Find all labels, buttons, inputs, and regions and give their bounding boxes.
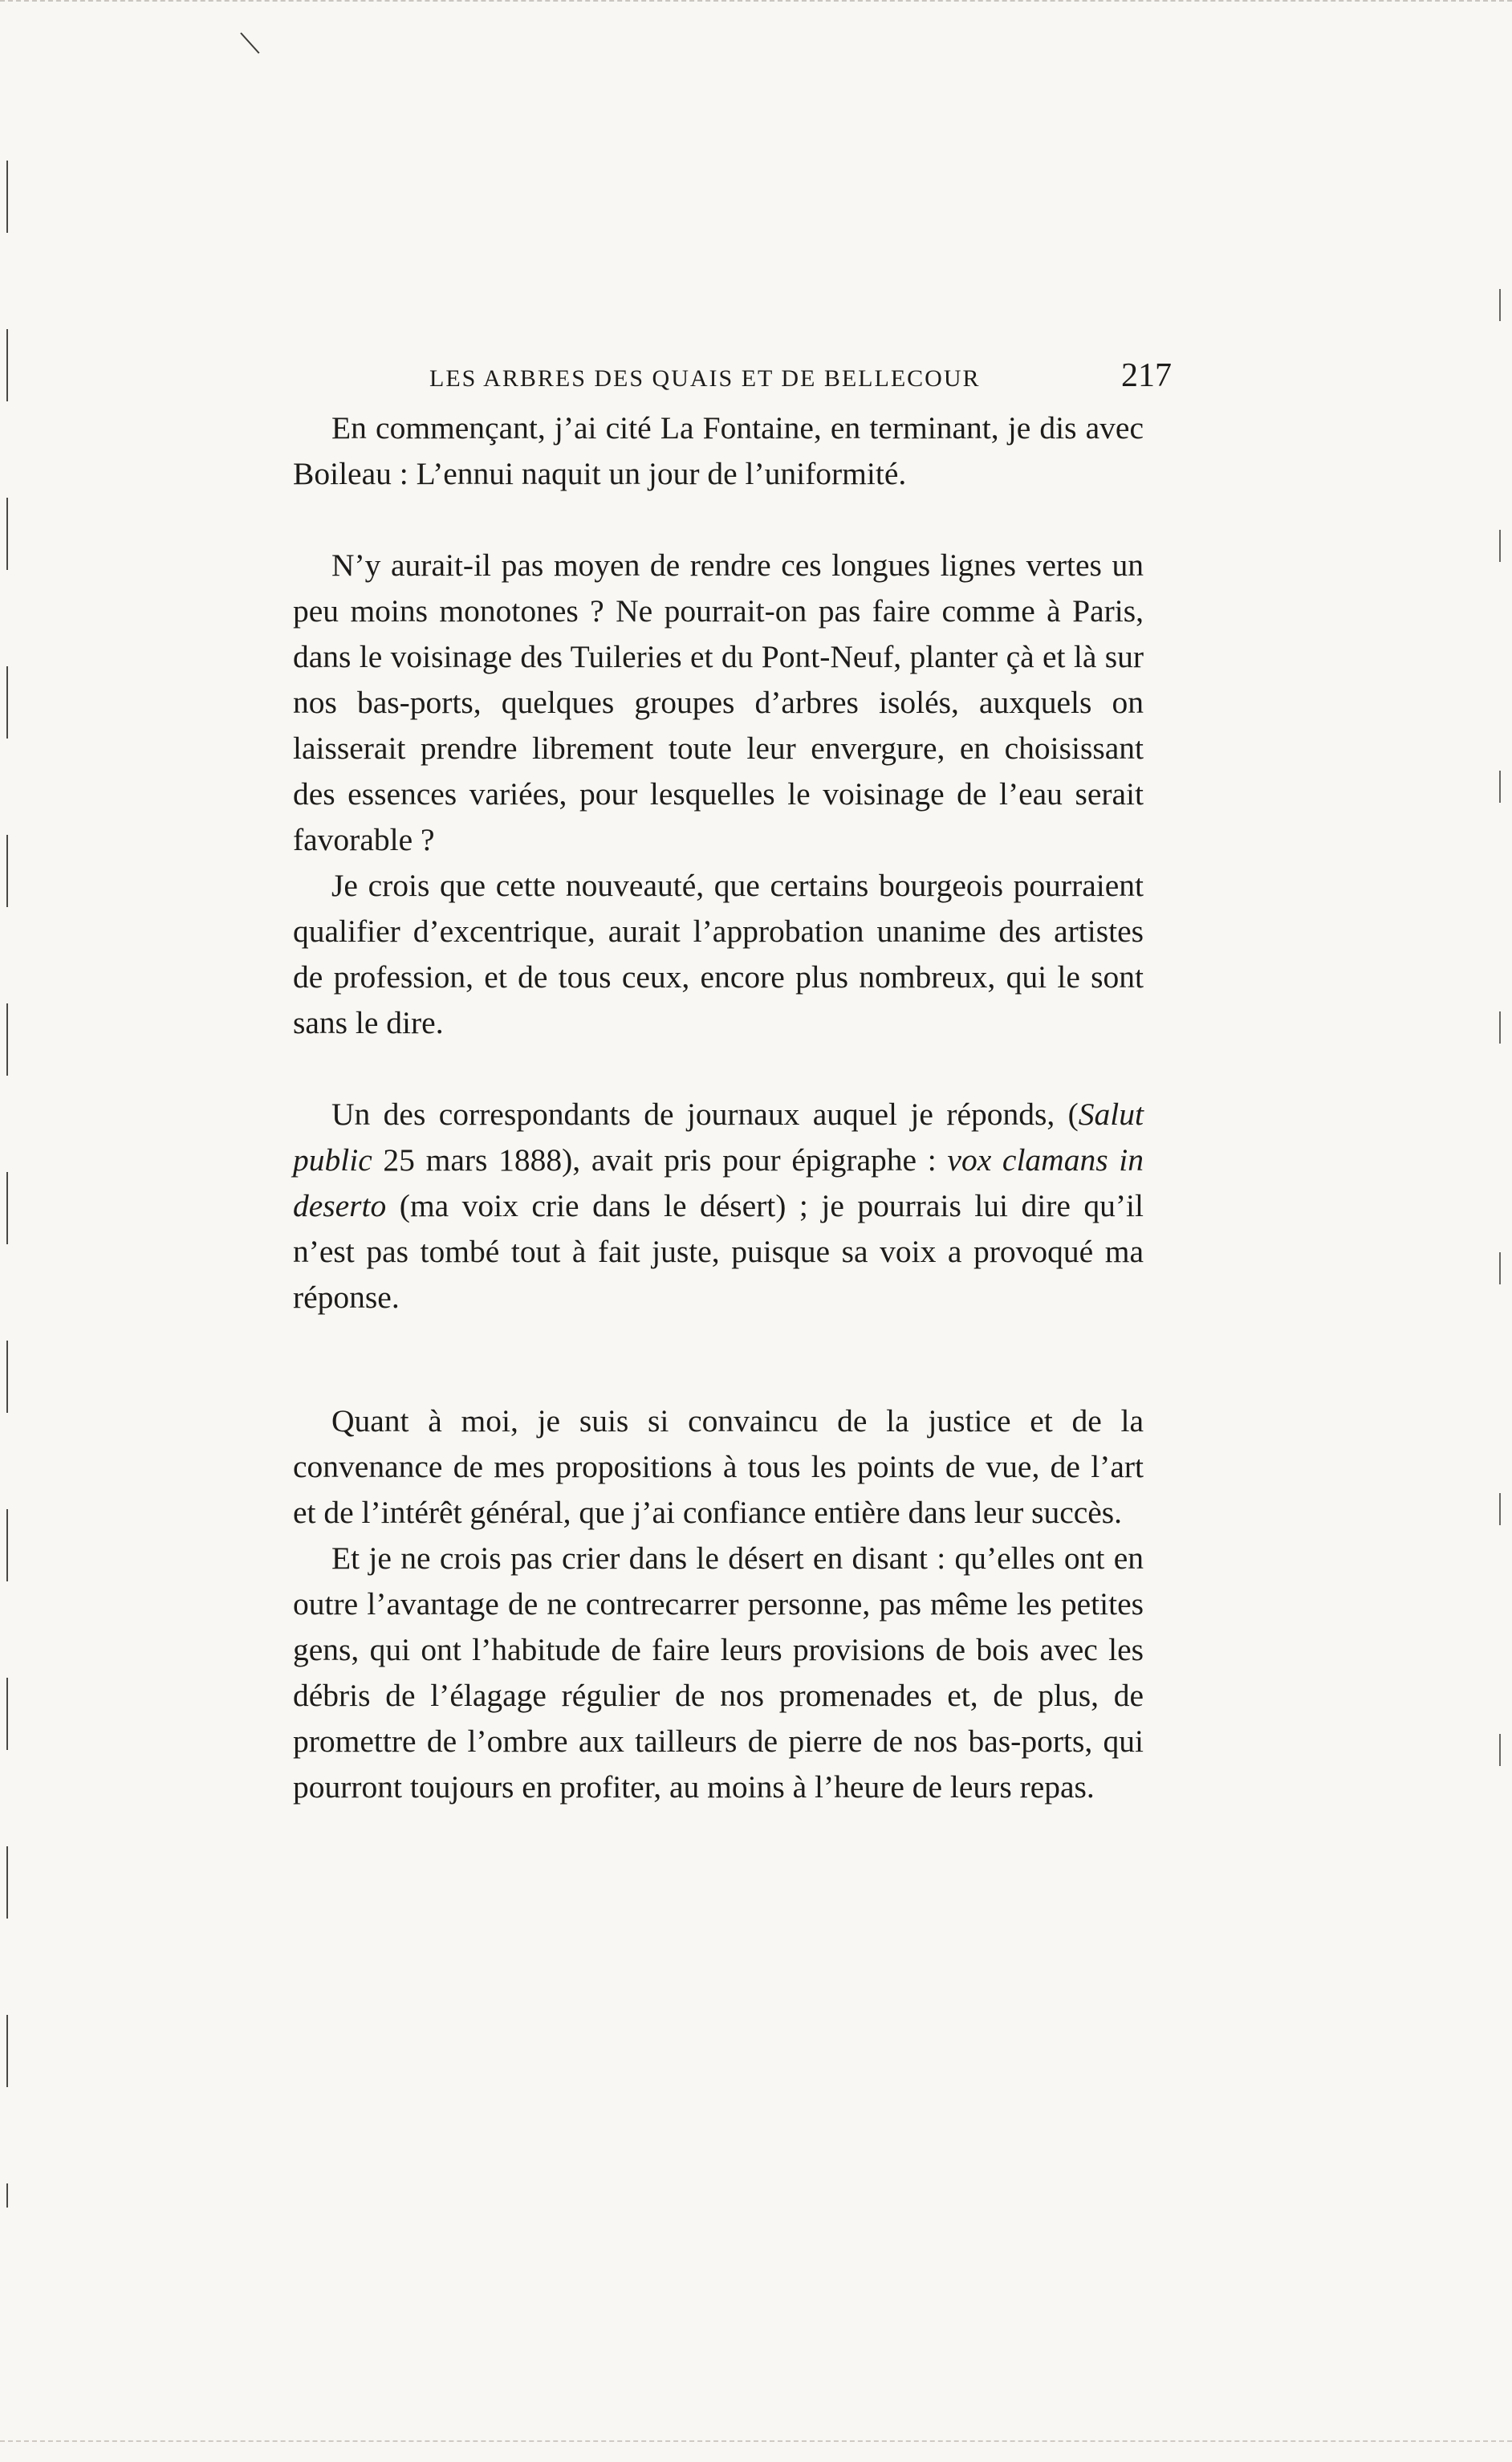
paragraph-4 <box>293 1092 1144 1321</box>
scan-right-edge <box>1499 289 1501 1935</box>
scan-left-edge <box>6 161 8 2208</box>
scan-bottom-edge <box>0 2440 1512 2442</box>
paragraph-6: Et je ne crois pas crier dans le désert en disant : qu’elles ont en outre l’avantage de ne contrecarrer personne, pas même les petites gens, qui ont l’habitude de faire leurs provisions de bois avec les débris de l’élagage régulier de nos promenades et, de plus, de promettre de l’ombre aux tailleurs de pierre de nos bas-ports, qui pourront toujours en profiter, au moins à l’heure de leurs repas. <box>293 1540 1144 1805</box>
paragraph-4-text-c: (ma voix crie dans le désert) ; je pourrais lui dire qu’il n’est pas tombé tout à fait juste, puisque sa voix a provoqué ma réponse. <box>293 1188 1144 1315</box>
newspaper-title: Salut public <box>293 1097 1144 1178</box>
running-title: LES ARBRES DES QUAIS ET DE BELLECOUR <box>429 365 981 392</box>
page-number: 217 <box>1121 357 1172 394</box>
paragraph-3: Je crois que cette nouveauté, que certains bourgeois pourraient qualifier d’excentrique, aurait l’approbation unanime des artistes de profession, et de tous ceux, encore plus nombreux, qui le sont sans le dire. <box>293 868 1144 1040</box>
page-header <box>429 356 1172 395</box>
paragraph-2: N’y aurait-il pas moyen de rendre ces longues lignes vertes un peu moins monotones ? Ne pourrait-on pas faire comme à Paris, dans le voisinage des Tuileries et du Pont-Neuf, planter çà et là sur nos bas-ports, quelques groupes d’arbres isolés, auxquels on laisserait prendre librement toute leur envergure, en choisissant des essences variées, pour lesquelles le voisinage de l’eau serait favorable ? <box>293 547 1144 857</box>
epigraph: vox clamans in deserto <box>293 1142 1144 1223</box>
scan-top-edge <box>0 0 1512 7</box>
paragraph-4-text-a: Un des correspondants de journaux auquel je réponds, ( <box>331 1097 1079 1132</box>
scan-mark <box>240 32 259 54</box>
page-body <box>293 405 1144 1810</box>
paragraph-4-text-b: 25 mars 1888), avait pris pour épigraphe : <box>372 1142 948 1178</box>
paragraph-5: Quant à moi, je suis si convaincu de la justice et de la convenance de mes propositions à tous les points de vue, de l’art et de l’intérêt général, que j’ai confiance entière dans leur succès. <box>293 1403 1144 1530</box>
paragraph-1: En commençant, j’ai cité La Fontaine, en terminant, je dis avec Boileau : L’ennui naquit un jour de l’uniformité. <box>293 410 1144 491</box>
